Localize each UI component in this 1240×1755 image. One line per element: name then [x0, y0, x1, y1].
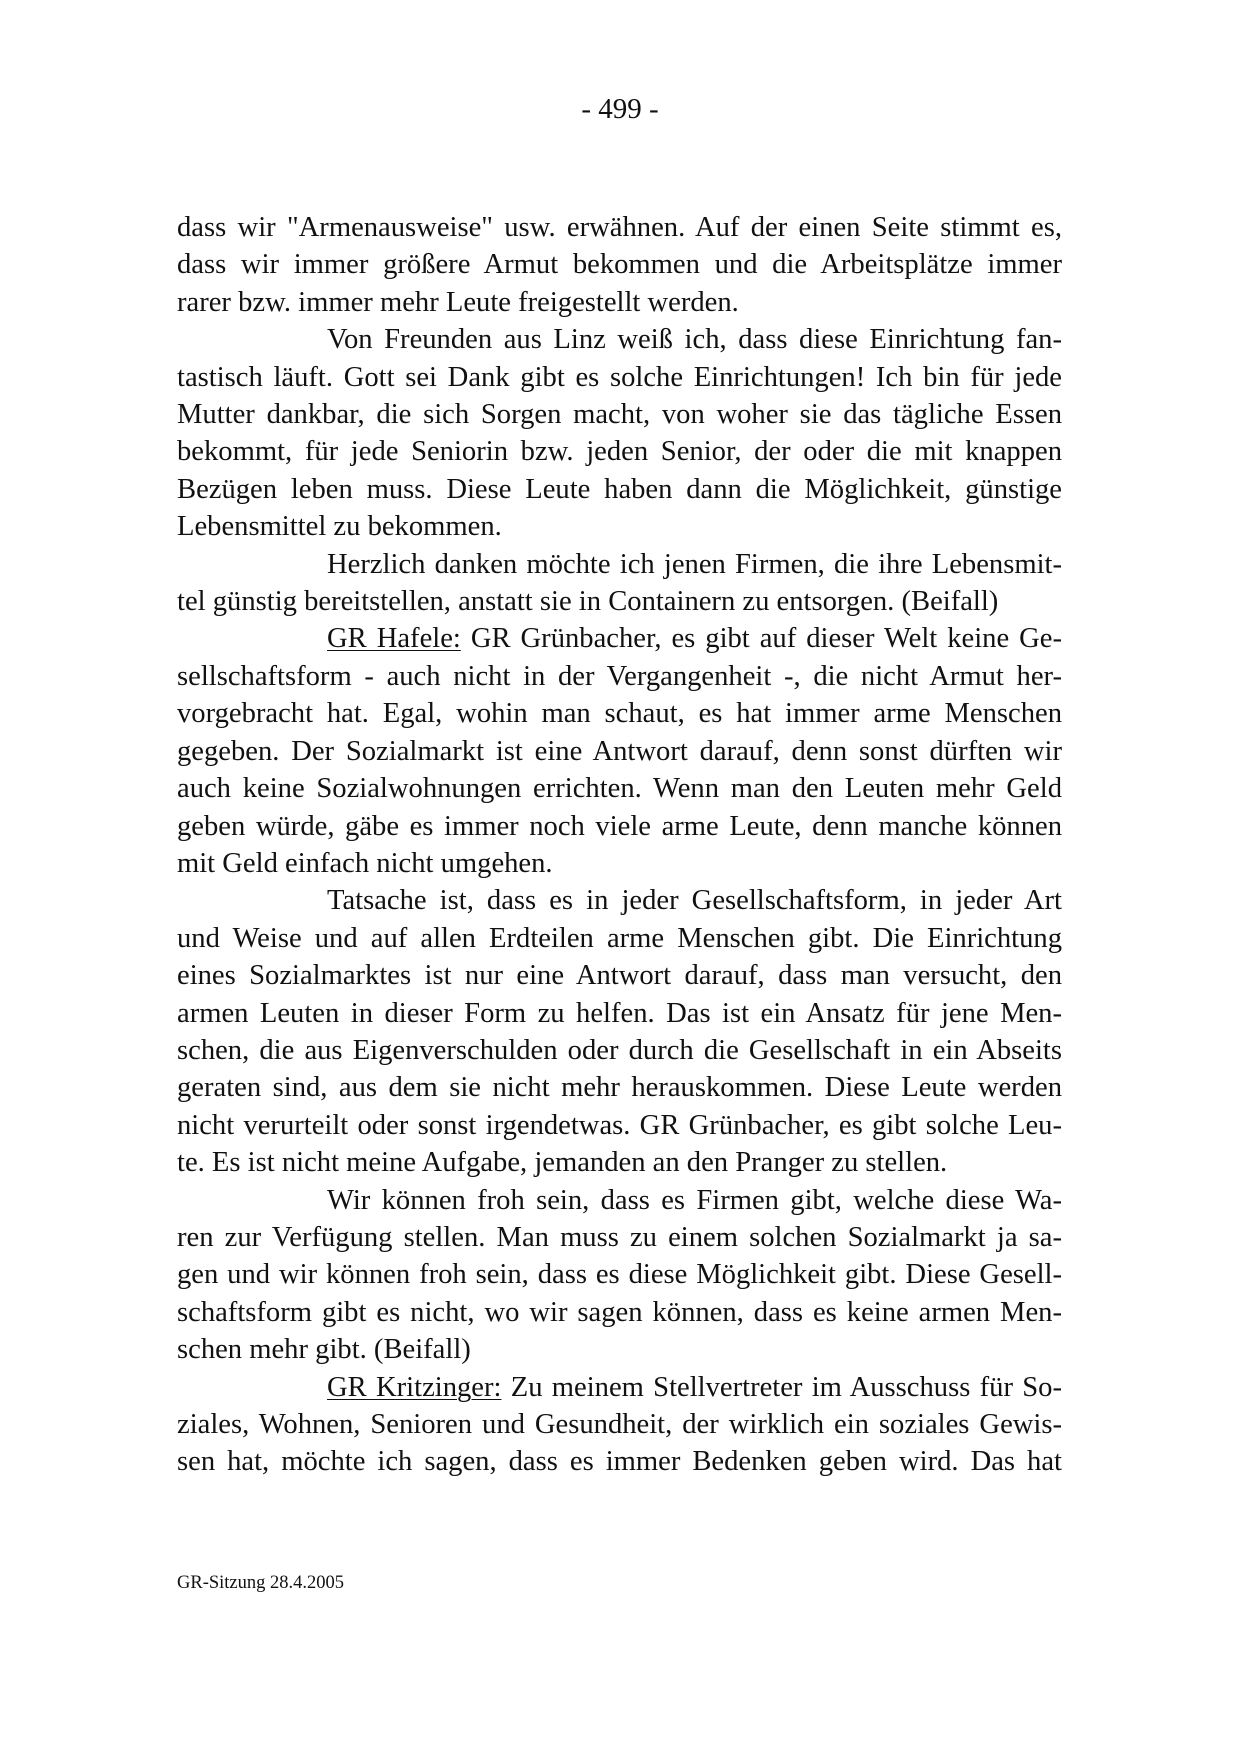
text-line: gegeben. Der Sozialmarkt ist eine Antwort darauf, denn sonst dürften wir: [177, 735, 1062, 767]
speaker-name: GR Hafele:: [327, 623, 461, 655]
text-line: und Weise und auf allen Erdteilen arme Menschen gibt. Die Einrichtung: [177, 922, 1062, 954]
text-line: te. Es ist nicht meine Aufgabe, jemanden an den Pranger zu stellen.: [177, 1147, 948, 1179]
text-line: schaftsform gibt es nicht, wo wir sagen können, dass es keine armen Men-: [177, 1296, 1062, 1328]
text-line: rarer bzw. immer mehr Leute freigestellt werden.: [177, 286, 739, 318]
text-line: Herzlich danken möchte ich jenen Firmen, die ihre Lebensmit-: [327, 548, 1062, 580]
text-line: Wir können froh sein, dass es Firmen gibt, welche diese Wa-: [327, 1184, 1062, 1216]
text-line: geben würde, gäbe es immer noch viele arme Leute, denn manche können: [177, 810, 1062, 842]
text-line: geraten sind, aus dem sie nicht mehr herauskommen. Diese Leute werden: [177, 1072, 1062, 1104]
text-line: auch keine Sozialwohnungen errichten. Wenn man den Leuten mehr Geld: [177, 773, 1062, 805]
text-line: sellschaftsform - auch nicht in der Vergangenheit -, die nicht Armut her-: [177, 660, 1062, 692]
paragraph: [177, 882, 1062, 1181]
paragraph: [177, 546, 1062, 621]
text-line: mit Geld einfach nicht umgehen.: [177, 847, 553, 879]
text-line: Bezügen leben muss. Diese Leute haben dann die Möglichkeit, günstige: [177, 473, 1062, 505]
text-line: schen, die aus Eigenverschulden oder durch die Gesellschaft in ein Abseits: [177, 1034, 1062, 1066]
paragraph: [177, 620, 1062, 882]
paragraph: [177, 321, 1062, 545]
text-line-content: Zu meinem Stellvertreter im Ausschuss für So-: [510, 1371, 1062, 1403]
text-line: Von Freunden aus Linz weiß ich, dass diese Einrichtung fan-: [327, 324, 1062, 356]
text-line: schen mehr gibt. (Beifall): [177, 1334, 471, 1366]
text-line: Tatsache ist, dass es in jeder Gesellschaftsform, in jeder Art: [327, 885, 1062, 917]
footer-session-date: GR-Sitzung 28.4.2005: [177, 1573, 345, 1593]
text-line: armen Leuten in dieser Form zu helfen. Das ist ein Ansatz für jene Men-: [177, 997, 1062, 1029]
text-line: bekommt, für jede Seniorin bzw. jeden Senior, der oder die mit knappen: [177, 436, 1062, 468]
text-line: vorgebracht hat. Egal, wohin man schaut, es hat immer arme Menschen: [177, 698, 1062, 730]
text-line: tastisch läuft. Gott sei Dank gibt es solche Einrichtungen! Ich bin für jede: [177, 361, 1062, 393]
paragraph: [177, 209, 1062, 321]
paragraph: [177, 1369, 1062, 1481]
body-text: [177, 209, 1062, 1481]
text-line: nicht verurteilt oder sonst irgendetwas. GR Grünbacher, es gibt solche Leu-: [177, 1109, 1062, 1141]
text-line: tel günstig bereitstellen, anstatt sie in Containern zu entsorgen. (Beifall): [177, 586, 999, 618]
text-line: gen und wir können froh sein, dass es diese Möglichkeit gibt. Diese Gesell-: [177, 1259, 1062, 1291]
text-line: Lebensmittel zu bekommen.: [177, 511, 502, 543]
text-line: Mutter dankbar, die sich Sorgen macht, von woher sie das tägliche Essen: [177, 399, 1062, 431]
text-line: eines Sozialmarktes ist nur eine Antwort darauf, dass man versucht, den: [177, 960, 1062, 992]
text-line: ren zur Verfügung stellen. Man muss zu einem solchen Sozialmarkt ja sa-: [177, 1221, 1062, 1253]
text-line: dass wir "Armenausweise" usw. erwähnen. Auf der einen Seite stimmt es,: [177, 212, 1062, 243]
text-line: dass wir immer größere Armut bekommen und die Arbeitsplätze immer: [177, 249, 1062, 281]
text-line: [177, 1369, 1062, 1406]
paragraph: [177, 1182, 1062, 1369]
text-line: ziales, Wohnen, Senioren und Gesundheit, der wirklich ein soziales Gewis-: [177, 1409, 1062, 1440]
text-line: sen hat, möchte ich sagen, dass es immer Bedenken geben wird. Das hat: [177, 1446, 1062, 1478]
text-line: [177, 620, 1062, 657]
text-line-content: GR Grünbacher, es gibt auf dieser Welt keine Ge-: [470, 623, 1062, 655]
page-number: - 499 -: [581, 93, 659, 125]
speaker-name: GR Kritzinger:: [327, 1371, 502, 1403]
